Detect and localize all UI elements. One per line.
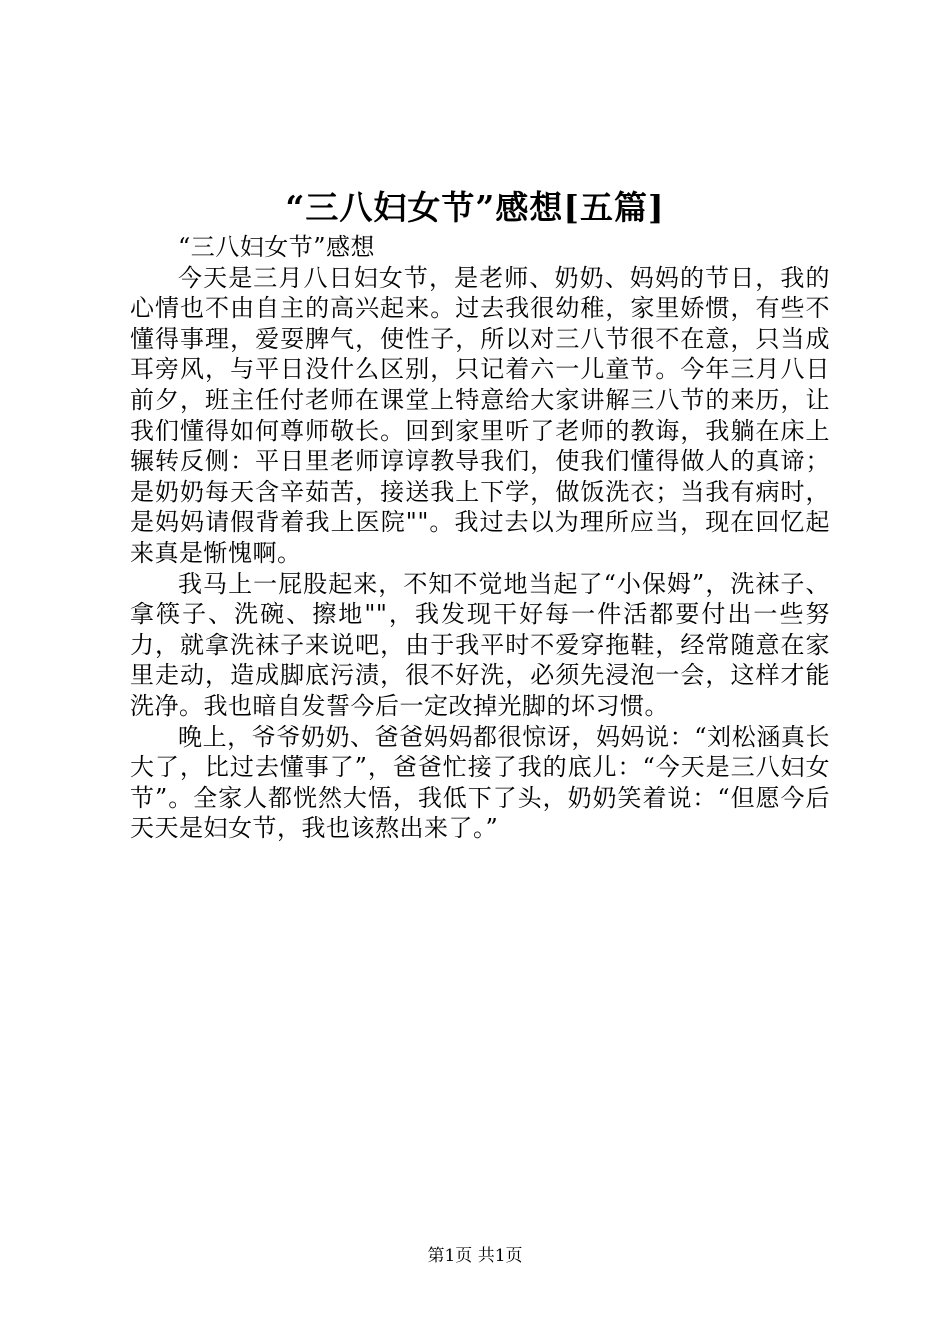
page-number-footer: 第1页 共1页 — [427, 1246, 523, 1266]
document-subtitle: “三八妇女节”感想 — [178, 233, 376, 261]
paragraph-2: 我马上一屁股起来，不知不觉地当起了“小保姆”，洗袜子、拿筷子、洗碗、擦地""，我发现干好每一件活都要付出一些努力，就拿洗袜子来说吧，由于我平时不爱穿拖鞋，经常随意在家里走动，造成脚底污渍，很不好洗，必须先浸泡一会，这样才能洗净。我也暗自发誓今后一定改掉光脚的坏习惯。 — [130, 569, 830, 720]
paragraph-1: 今天是三月八日妇女节，是老师、奶奶、妈妈的节日，我的心情也不由自主的高兴起来。过去我很幼稚，家里娇惯，有些不懂得事理，爱耍脾气，使性子，所以对三八节很不在意，只当成耳旁风，与平日没什么区别，只记着六一儿童节。今年三月八日前夕，班主任付老师在课堂上特意给大家讲解三八节的来历，让我们懂得如何尊师敬长。回到家里听了老师的教诲，我躺在床上辗转反侧：平日里老师谆谆教导我们，使我们懂得做人的真谛；是奶奶每天含辛茹苦，接送我上下学，做饭洗衣；当我有病时，是妈妈请假背着我上医院""。我过去以为理所应当，现在回忆起来真是惭愧啊。 — [130, 263, 830, 567]
document-title: “三八妇女节”感想[五篇] — [285, 188, 665, 227]
paragraph-3: 晚上，爷爷奶奶、爸爸妈妈都很惊讶，妈妈说：“刘松涵真长大了，比过去懂事了”，爸爸忙接了我的底儿：“今天是三八妇女节”。全家人都恍然大悟，我低下了头，奶奶笑着说：“但愿今后天天是妇女节，我也该熬出来了。” — [130, 722, 830, 843]
document-body — [130, 232, 830, 844]
